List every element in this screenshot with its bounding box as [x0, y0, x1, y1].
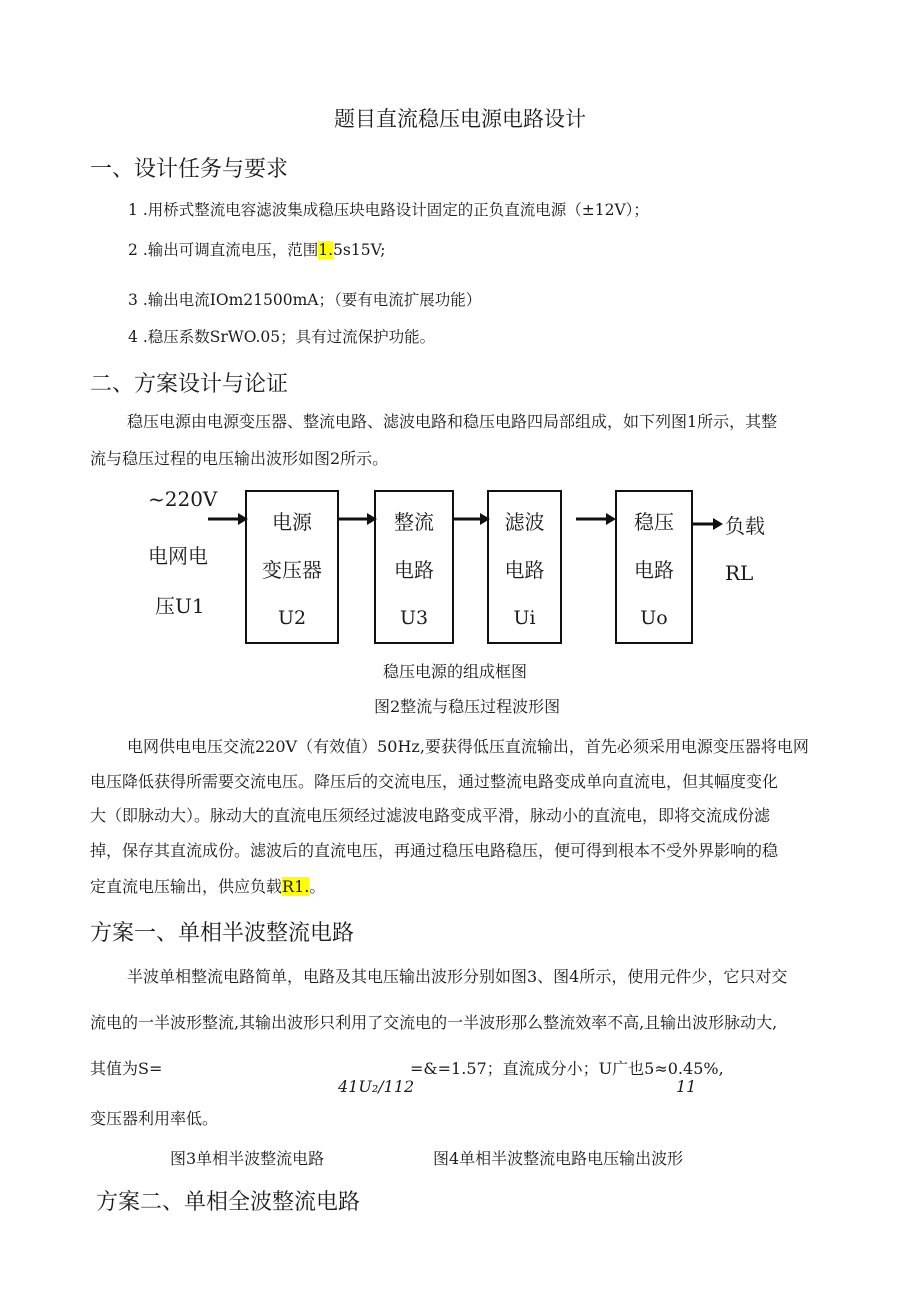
block-subtitle: 变压器: [262, 558, 322, 582]
paragraph-line: [90, 874, 325, 897]
scheme1-heading: 方案一、单相半波整流电路: [90, 921, 355, 946]
paragraph-line: 大（即脉动大）。脉动大的直流电压须经过滤波电路变成平滑，脉动小的直流电，即将交流成份滤: [90, 806, 771, 825]
block-title: 整流: [394, 510, 434, 534]
transformer-block: [245, 490, 339, 644]
paragraph-line: 流与稳压过程的电压输出波形如图2所示。: [90, 449, 389, 468]
paragraph-line: 稳压电源由电源变压器、整流电路、滤波电路和稳压电路四局部组成，如下列图1所示，其整: [127, 412, 778, 431]
formula-denominator: 41U₂/112: [338, 1077, 415, 1096]
requirement-text: .用桥式整流电容滤波集成稳压块电路设计固定的正负直流电源（±12V）；: [142, 201, 649, 219]
block-subtitle: 电路: [634, 558, 674, 582]
paragraph-text: 定直流电压输出，供应负载: [90, 877, 283, 896]
block-title: 电源: [272, 510, 312, 534]
highlighted-text: 1.: [318, 241, 334, 259]
load-label: 负载: [725, 514, 765, 538]
input-voltage-label: ~220V: [148, 487, 218, 511]
input-grid-label: 电网电: [148, 544, 208, 568]
requirement-num: 3: [128, 291, 138, 309]
requirement-num: 1: [128, 201, 138, 219]
arrow-5: [693, 516, 723, 532]
requirement-text: .输出可调直流电压，范围: [142, 241, 319, 259]
requirement-2: [128, 238, 385, 260]
formula-denominator-2: 11: [676, 1077, 697, 1096]
block-subtitle: 电路: [504, 558, 545, 582]
block-signal: U2: [277, 607, 307, 629]
requirement-num: 4: [128, 328, 138, 346]
input-u1-label: 压U1: [155, 594, 205, 618]
block-subtitle: 电路: [394, 558, 434, 582]
formula-text: =&=1.57；直流成分小；U广也5≈0.45%,: [410, 1059, 724, 1078]
block-signal: Ui: [513, 607, 536, 629]
formula-left: 其值为S=: [90, 1059, 163, 1078]
requirement-3: [128, 288, 481, 310]
figure1-caption: 稳压电源的组成框图: [383, 662, 528, 681]
paragraph-line: 掉，保存其直流成份。滤波后的直流电压，再通过稳压电路稳压，便可得到根本不受外界影响的稳: [90, 841, 779, 860]
page-title: 题目直流稳压电源电路设计: [334, 107, 586, 131]
arrow-4: [576, 511, 616, 527]
requirement-num: 2: [128, 241, 138, 259]
highlighted-text: R1.: [282, 877, 310, 896]
block-signal: U3: [399, 607, 429, 629]
paragraph-line: 半波单相整流电路简单，电路及其电压输出波形分别如图3、图4所示，使用元件少，它只对交: [127, 967, 788, 986]
arrow-1: [208, 511, 248, 527]
paragraph-line: 电压降低获得所需要交流电压。降压后的交流电压，通过整流电路变成单向直流电，但其幅度变化: [90, 772, 779, 791]
section2-heading: 二、方案设计与论证: [90, 372, 289, 397]
filter-block: [487, 490, 562, 644]
requirement-text-end: 5s15V;: [333, 241, 386, 259]
paragraph-text-end: 。: [309, 877, 326, 896]
paragraph-line: 流电的一半波形整流,其输出波形只利用了交流电的一半波形那么整流效率不高,且输出波形脉动大,: [90, 1013, 778, 1032]
section1-heading: 一、设计任务与要求: [90, 157, 289, 182]
load-rl-label: RL: [725, 561, 754, 585]
paragraph-line: 变压器利用率低。: [90, 1109, 219, 1128]
requirement-1: [128, 198, 649, 220]
block-title: 稳压: [634, 510, 674, 534]
block-title: 滤波: [504, 510, 545, 534]
rectifier-block: [374, 490, 454, 644]
paragraph-line: 电网供电电压交流220V（有效值）50Hz,要获得低压直流输出，首先必须采用电源变压器将电网: [127, 737, 809, 756]
scheme2-heading: 方案二、单相全波整流电路: [96, 1190, 361, 1215]
arrow-2: [339, 511, 377, 527]
regulator-block: [615, 490, 693, 644]
block-signal: Uo: [640, 607, 668, 629]
figure2-caption: 图2整流与稳压过程波形图: [374, 697, 561, 716]
figure3-caption: 图3单相半波整流电路: [170, 1149, 325, 1168]
requirement-4: [128, 325, 435, 347]
requirement-text: .输出电流IOm21500mA；（要有电流扩展功能）: [142, 291, 482, 309]
arrow-3: [454, 511, 490, 527]
requirement-text: .稳压系数SrWO.05；具有过流保护功能。: [142, 328, 436, 346]
figure4-caption: 图4单相半波整流电路电压输出波形: [433, 1149, 684, 1168]
